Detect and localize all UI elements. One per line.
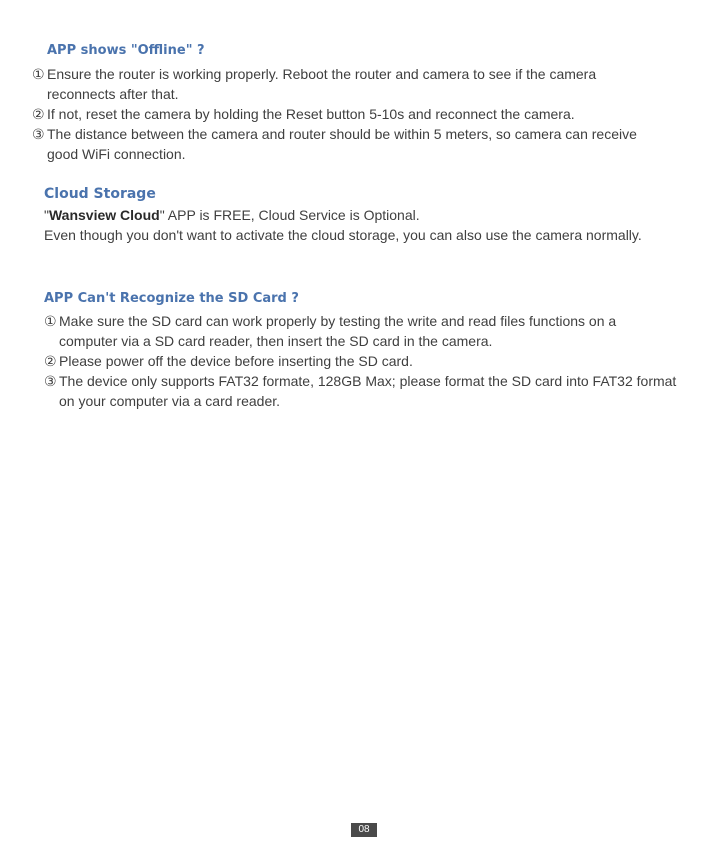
offline-heading: APP shows "Offline" ? [47, 43, 205, 58]
sdcard-list [44, 311, 694, 411]
offline-item-1 [32, 64, 697, 104]
cloud-line-1-rest: " APP is FREE, Cloud Service is Optional. [159, 207, 420, 223]
item-text: Ensure the router is working properly. Reboot the router and camera to see if the camera [47, 66, 597, 82]
item-text: The distance between the camera and router should be within 5 meters, so camera can receive [47, 126, 637, 142]
item-text-continued: good WiFi connection. [47, 146, 186, 162]
page-number: 08 [351, 823, 377, 837]
sdcard-heading: APP Can't Recognize the SD Card ? [44, 291, 299, 306]
step-number: ③ [32, 126, 45, 142]
cloud-line-2: Even though you don't want to activate the cloud storage, you can also use the camera normally. [44, 227, 642, 243]
offline-list [32, 64, 697, 164]
item-text-continued: reconnects after that. [47, 86, 179, 102]
step-number: ③ [44, 373, 57, 389]
step-number: ② [32, 106, 45, 122]
sdcard-item-2 [44, 351, 694, 371]
item-text: If not, reset the camera by holding the Reset button 5-10s and reconnect the camera. [47, 106, 575, 122]
item-text: Please power off the device before inserting the SD card. [59, 353, 413, 369]
brand-name: Wansview Cloud [48, 207, 160, 223]
offline-section [32, 42, 697, 164]
step-number: ② [44, 353, 57, 369]
sdcard-section [44, 290, 694, 411]
cloud-line-1 [44, 205, 694, 225]
cloud-heading: Cloud Storage [44, 186, 156, 202]
sdcard-item-1 [44, 311, 694, 351]
cloud-section [44, 185, 694, 245]
quote-open: " [44, 207, 49, 223]
item-text: Make sure the SD card can work properly by testing the write and read files functions on a [59, 313, 617, 329]
item-text-continued: on your computer via a card reader. [59, 393, 281, 409]
item-text: The device only supports FAT32 formate, 128GB Max; please format the SD card into FAT32 format [59, 373, 677, 389]
offline-item-2 [32, 104, 697, 124]
item-text-continued: computer via a SD card reader, then insert the SD card in the camera. [59, 333, 493, 349]
step-number: ① [32, 66, 45, 82]
step-number: ① [44, 313, 57, 329]
sdcard-item-3 [44, 371, 694, 411]
offline-item-3 [32, 124, 697, 164]
